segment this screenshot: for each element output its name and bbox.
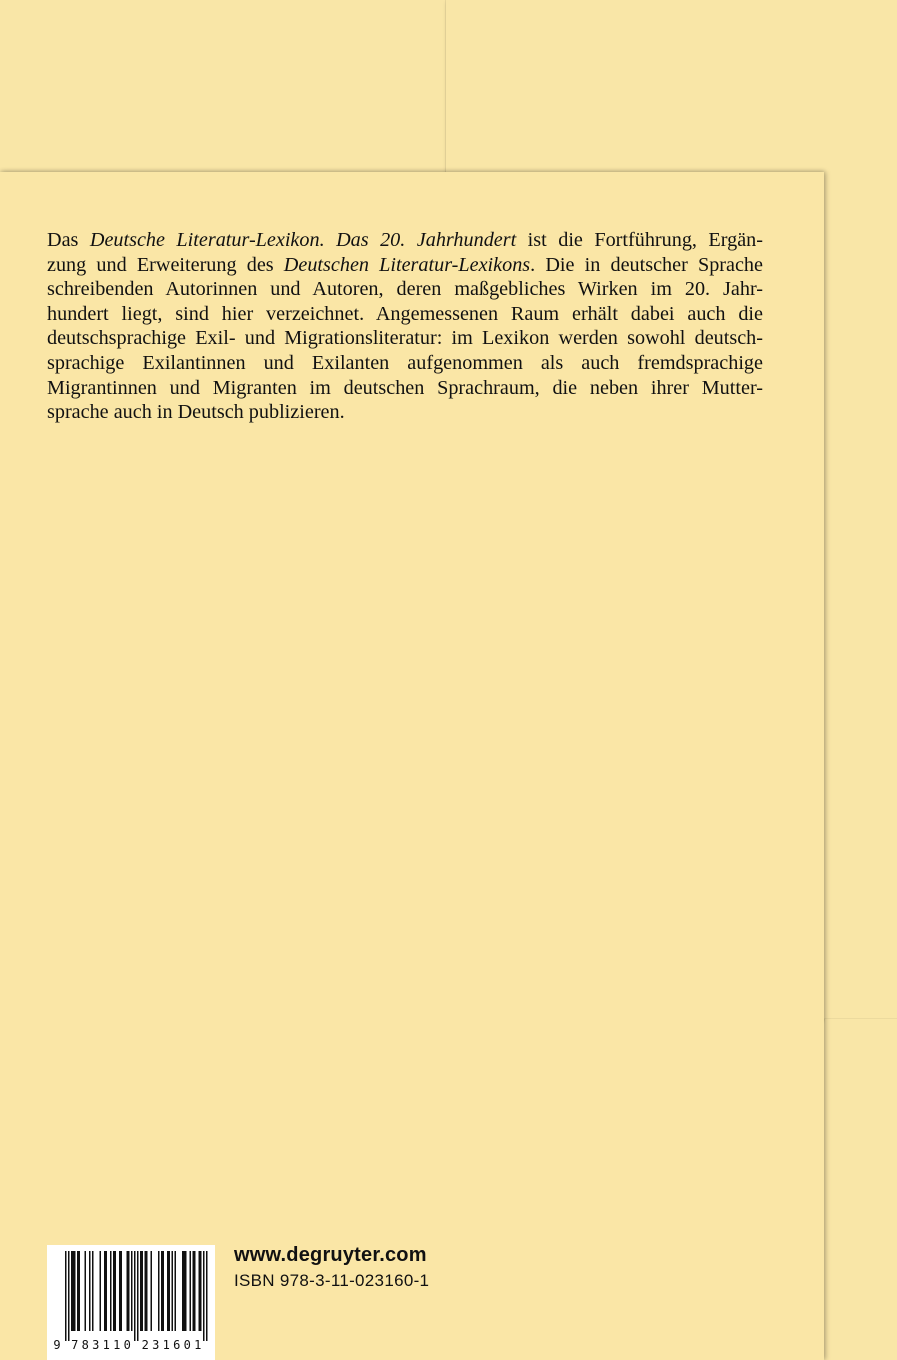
barcode-bar <box>140 1251 142 1331</box>
blurb-line <box>47 228 763 253</box>
blurb-text-segment: zung und Erweiterung des <box>47 253 284 276</box>
barcode-bar <box>161 1251 163 1331</box>
barcode-bar <box>194 1251 196 1331</box>
blurb-line <box>47 253 763 278</box>
barcode-bar <box>74 1251 76 1331</box>
barcode-bar <box>182 1251 184 1331</box>
barcode-bar <box>68 1251 70 1341</box>
barcode-bar <box>206 1251 208 1341</box>
barcode-bar <box>79 1251 81 1331</box>
barcode-bar <box>146 1251 148 1331</box>
blurb-line <box>47 326 763 351</box>
blurb-text-segment: ist die Fortführung, Ergän- <box>516 229 763 251</box>
blurb-title-italic: Deutsche Literatur-Lexikon. Das 20. Jahrhundert <box>89 229 517 251</box>
barcode-bar <box>106 1251 108 1331</box>
blurb-text-segment: Das <box>47 229 90 251</box>
barcode-bar <box>92 1251 94 1331</box>
barcode-bar <box>65 1251 67 1341</box>
barcode-graphic <box>47 1245 215 1360</box>
barcode-digit: 0 <box>123 1338 131 1352</box>
barcode-digit: 1 <box>102 1338 110 1352</box>
blurb-text-segment: sprache auch in Deutsch publizieren. <box>47 401 345 424</box>
barcode-digit: 1 <box>113 1338 121 1352</box>
barcode-digit: 1 <box>194 1338 202 1352</box>
barcode-digit: 6 <box>173 1338 181 1352</box>
blurb-text-segment: schreibenden Autorinnen und Autoren, deren maßgebliches Wirken im 20. Jahr- <box>47 278 763 301</box>
blurb-text-segment: . Die in deutscher Sprache <box>530 253 763 276</box>
barcode-bar <box>110 1251 112 1331</box>
blurb-line <box>47 351 763 376</box>
background-panel-left <box>0 0 446 172</box>
barcode-digit: 7 <box>71 1338 79 1352</box>
barcode-bar <box>71 1251 73 1331</box>
blurb-line <box>47 376 763 401</box>
blurb-title-italic: Deutschen Literatur-Lexikons <box>283 253 531 276</box>
barcode-bar <box>85 1251 87 1331</box>
barcode-digit: 2 <box>141 1338 149 1352</box>
barcode-bar <box>200 1251 202 1331</box>
barcode-bar <box>121 1251 123 1331</box>
blurb-line <box>47 277 763 302</box>
barcode-bar <box>175 1251 177 1331</box>
barcode-bar <box>127 1251 129 1331</box>
publisher-url[interactable]: www.degruyter.com <box>234 1244 427 1266</box>
blurb-text <box>47 228 763 425</box>
back-cover-sheet <box>0 172 824 1360</box>
barcode-digit: 3 <box>152 1338 160 1352</box>
barcode-bar <box>115 1251 117 1331</box>
barcode-digit: 0 <box>183 1338 191 1352</box>
barcode-bar <box>73 1251 75 1331</box>
barcode-bar <box>119 1251 121 1331</box>
barcode-bar <box>100 1251 102 1331</box>
barcode-bar <box>172 1251 174 1331</box>
barcode-bar <box>89 1251 91 1331</box>
isbn-label: ISBN 978-3-11-023160-1 <box>234 1271 430 1290</box>
barcode-bar <box>163 1251 165 1331</box>
barcode-bar <box>113 1251 115 1331</box>
barcode-bar <box>137 1251 139 1341</box>
barcode <box>47 1245 215 1360</box>
barcode-bar <box>104 1251 106 1331</box>
barcode-bar <box>169 1251 171 1331</box>
barcode-bar <box>77 1251 79 1331</box>
barcode-digit: 1 <box>162 1338 170 1352</box>
barcode-bar <box>167 1251 169 1331</box>
barcode-bar <box>193 1251 195 1331</box>
blurb-text-segment: hundert liegt, sind hier verzeichnet. Angemessenen Raum erhält dabei auch die <box>47 302 763 325</box>
barcode-digit: 8 <box>81 1338 89 1352</box>
barcode-bar <box>185 1251 187 1331</box>
barcode-bar <box>190 1251 192 1331</box>
barcode-digit: 9 <box>53 1338 61 1352</box>
barcode-bar <box>184 1251 186 1331</box>
barcode-bar <box>203 1251 205 1341</box>
blurb-text-segment: sprachige Exilantinnen und Exilanten aufgenommen als auch fremdsprachige <box>47 351 763 374</box>
barcode-bar <box>158 1251 160 1331</box>
barcode-bar <box>151 1251 153 1331</box>
blurb-line <box>47 302 763 327</box>
barcode-bar <box>142 1251 144 1331</box>
background-panel-right-lower <box>825 1019 897 1360</box>
publisher-info <box>234 1244 429 1291</box>
blurb-text-segment: deutschsprachige Exil- und Migrationsliteratur: im Lexikon werden sowohl deutsch- <box>47 327 763 350</box>
barcode-bar <box>131 1251 133 1331</box>
barcode-bar <box>134 1251 136 1341</box>
barcode-bar <box>199 1251 201 1331</box>
barcode-bar <box>128 1251 130 1331</box>
blurb-text-segment: Migrantinnen und Migranten im deutschen Sprachraum, die neben ihrer Mutter- <box>47 376 763 399</box>
barcode-bar <box>145 1251 147 1331</box>
blurb-line <box>47 400 763 425</box>
barcode-digit: 3 <box>92 1338 100 1352</box>
